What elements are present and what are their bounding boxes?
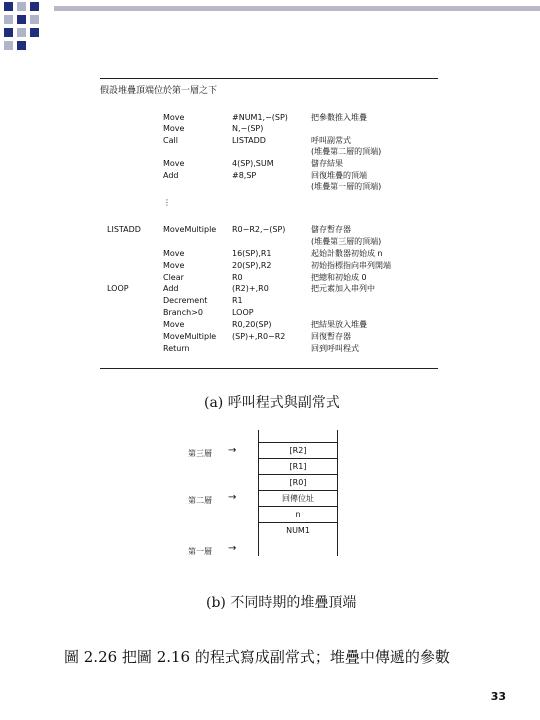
program-comment: 把結果放入堆疊 <box>311 320 367 329</box>
program-op: Add <box>163 171 179 180</box>
program-args: (SP)+,R0−R2 <box>232 332 286 341</box>
stack-level-2-label: 第二層 <box>188 496 212 505</box>
program-op: Clear <box>163 273 184 282</box>
program-op: Return <box>163 344 190 353</box>
program-op: MoveMultiple <box>163 332 217 341</box>
program-comment: 呼叫副常式 <box>311 136 351 145</box>
program-args: N,−(SP) <box>232 124 264 133</box>
program-label: LOOP <box>107 284 129 293</box>
stack-level-1-label: 第一層 <box>188 547 212 556</box>
program-op: ⋮ <box>163 198 171 207</box>
program-op: MoveMultiple <box>163 225 217 234</box>
program-op: Decrement <box>163 296 208 305</box>
stack-cell: [R0] <box>258 474 338 490</box>
program-comment: 初始指標指向串列開端 <box>311 261 391 270</box>
program-comment: (堆疊第三層的頂端) <box>311 237 382 246</box>
program-comment: 回到呼叫程式 <box>311 344 359 353</box>
stack-diagram <box>258 442 338 538</box>
program-label: LISTADD <box>107 225 141 234</box>
bottom-rule <box>100 368 438 369</box>
program-args: 20(SP),R2 <box>232 261 272 270</box>
program-comment: (堆疊第二層的頂端) <box>311 147 382 156</box>
arrow-level-3: → <box>228 445 237 456</box>
program-comment: 把總和初始成 0 <box>311 273 367 282</box>
program-op: Branch>0 <box>163 308 204 317</box>
page-number: 33 <box>490 690 506 703</box>
caption-a: (a) 呼叫程式與副常式 <box>204 395 340 411</box>
program-comment: 儲存結果 <box>311 159 343 168</box>
figure-caption: 圖 2.26 把圖 2.16 的程式寫成副常式；堆疊中傳遞的參數 <box>64 648 450 666</box>
program-args: R0 <box>232 273 243 282</box>
program-args: R1 <box>232 296 243 305</box>
program-op: Move <box>163 159 185 168</box>
header-note: 假設堆疊頂端位於第一層之下 <box>100 86 218 96</box>
program-op: Move <box>163 249 185 258</box>
program-args: #NUM1,−(SP) <box>232 113 288 122</box>
program-args: LISTADD <box>232 136 266 145</box>
program-args: 4(SP),SUM <box>232 159 274 168</box>
program-args: R0−R2,−(SP) <box>232 225 286 234</box>
stack-cell: NUM1 <box>258 522 338 538</box>
program-args: (R2)+,R0 <box>232 284 269 293</box>
program-comment: (堆疊第一層的頂端) <box>311 182 382 191</box>
caption-b: (b) 不同時期的堆疊頂端 <box>206 595 357 611</box>
stack-cell: n <box>258 506 338 522</box>
program-args: #8,SP <box>232 171 257 180</box>
program-args: R0,20(SP) <box>232 320 272 329</box>
arrow-level-1: → <box>228 543 237 554</box>
program-op: Call <box>163 136 178 145</box>
top-rule <box>100 78 438 79</box>
program-args: 16(SP),R1 <box>232 249 272 258</box>
stack-cell: [R1] <box>258 458 338 474</box>
program-comment: 把參數推入堆疊 <box>311 113 367 122</box>
program-comment: 起始計數器初始成 n <box>311 249 383 258</box>
program-op: Move <box>163 113 185 122</box>
program-op: Move <box>163 320 185 329</box>
program-args: LOOP <box>232 308 254 317</box>
program-comment: 回復暫存器 <box>311 332 351 341</box>
program-comment: 把元素加入串列中 <box>311 284 375 293</box>
stack-cell: [R2] <box>258 442 338 458</box>
program-comment: 儲存暫存器 <box>311 225 351 234</box>
program-op: Add <box>163 284 179 293</box>
program-comment: 回復堆疊的頂端 <box>311 171 367 180</box>
program-op: Move <box>163 124 185 133</box>
stack-cell: 回傳位址 <box>258 490 338 506</box>
stack-level-3-label: 第三層 <box>188 449 212 458</box>
program-op: Move <box>163 261 185 270</box>
arrow-level-2: → <box>228 492 237 503</box>
